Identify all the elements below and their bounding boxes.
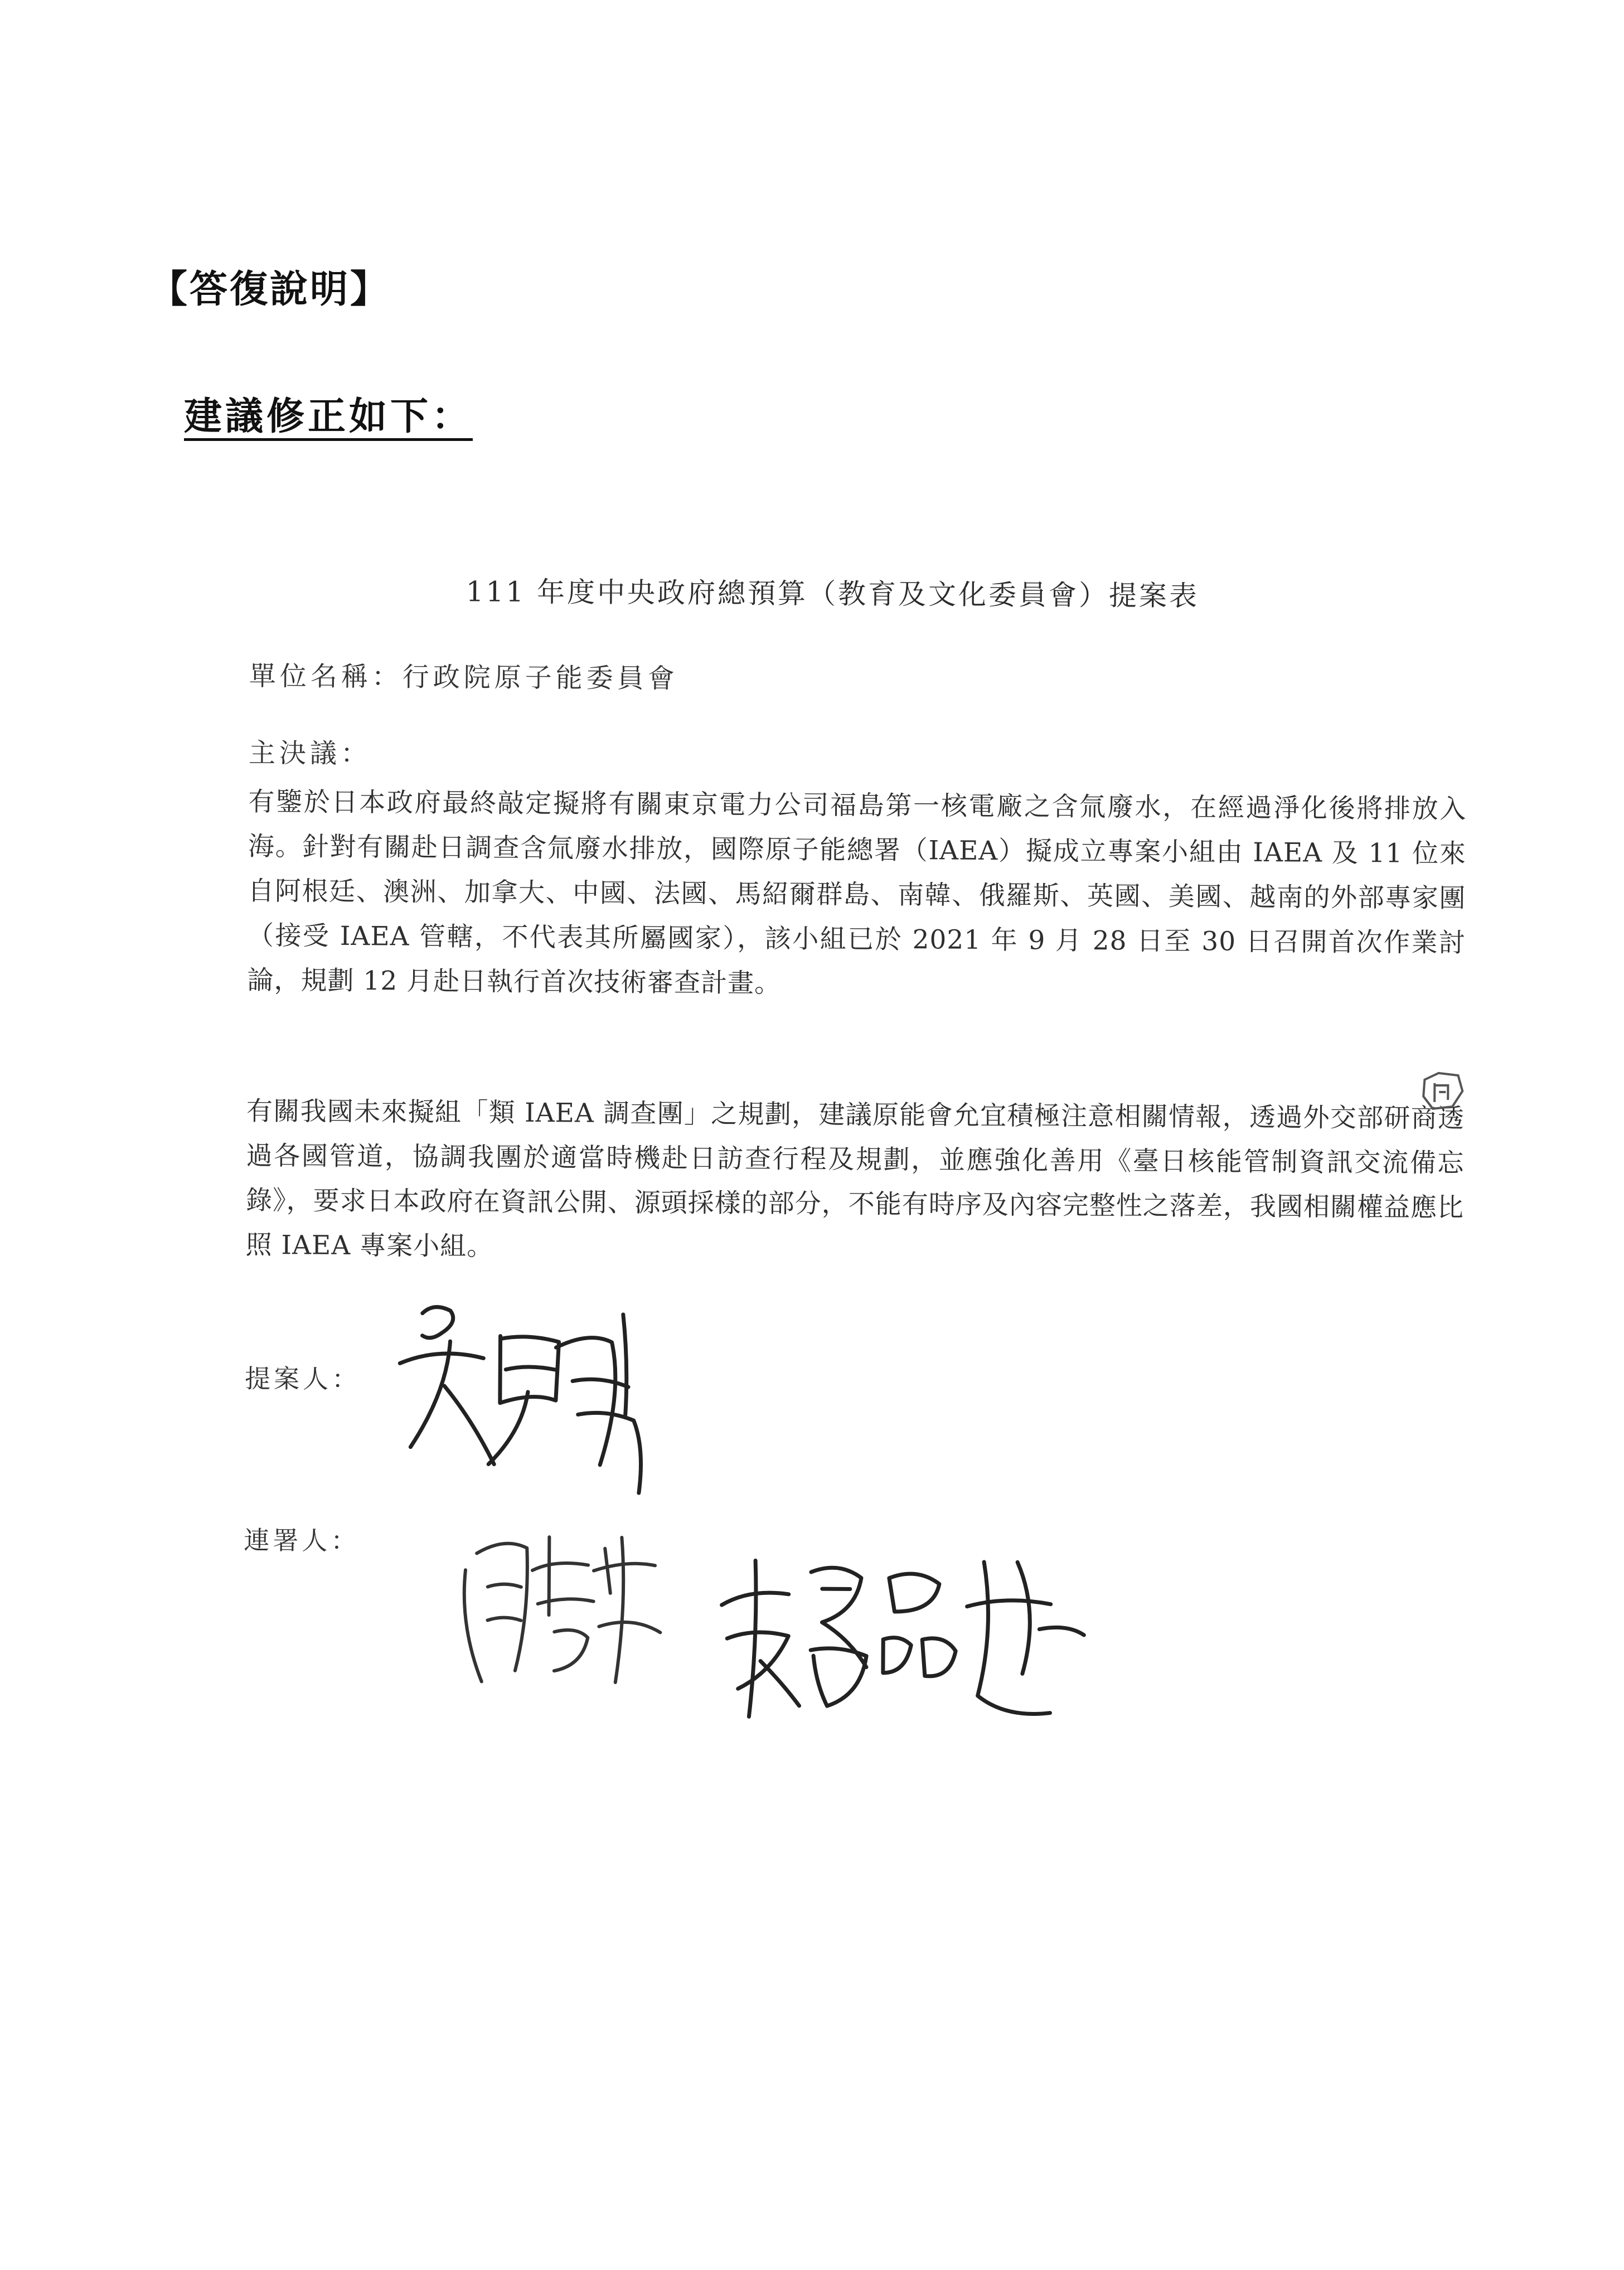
proposer-label: 提案人： [244, 1363, 361, 1395]
resolution-paragraph-2: 有關我國未來擬組「類 IAEA 調查團」之規劃，建議原能會允宜積極注意相關情報，透過外交部研商透過各國管道，協調我團於適當時機赴日訪查行程及規劃，並應強化善用《臺日核能管制資訊交流備忘錄》，要求日本政府在資訊公開、源頭採樣的部分，不能有時序及內容完整性之落差，我國相關權益應比照 IAEA 專案小組。 [245, 1095, 1465, 1262]
cosigner-signature-2 [704, 1527, 1095, 1752]
cosigner-signature-1 [443, 1503, 683, 1705]
proposal-form-title: 111 年度中央政府總預算（教育及文化委員會）提案表 [466, 575, 1200, 613]
reply-heading: 【答復說明】 [149, 268, 391, 312]
cosigner-label: 連署人： [244, 1525, 360, 1556]
correction-stamp [1413, 1063, 1475, 1127]
main-resolution-label: 主決議： [248, 737, 372, 770]
resolution-paragraph-1: 有鑒於日本政府最終敲定擬將有關東京電力公司福島第一核電廠之含氚廢水，在經過淨化後將排放入海。針對有關赴日調查含氚廢水排放，國際原子能總署（IAEA）擬成立專案小組由 IAEA 及 11 位來自阿根廷、澳洲、加拿大、中國、法國、馬紹爾群島、南韓、俄羅斯、英國、美國、越南的外部專家團（接受 IAEA 管轄，不代表其所屬國家），該小組已於 2021 年 9 月 28 日至 30 日召開首次作業討論，規劃 12 月赴日執行首次技術審查計畫。 [247, 786, 1467, 999]
unit-name-line: 單位名稱：行政院原子能委員會 [249, 660, 678, 695]
revision-subheading: 建議修正如下： [184, 395, 473, 439]
proposer-signature [388, 1279, 702, 1515]
